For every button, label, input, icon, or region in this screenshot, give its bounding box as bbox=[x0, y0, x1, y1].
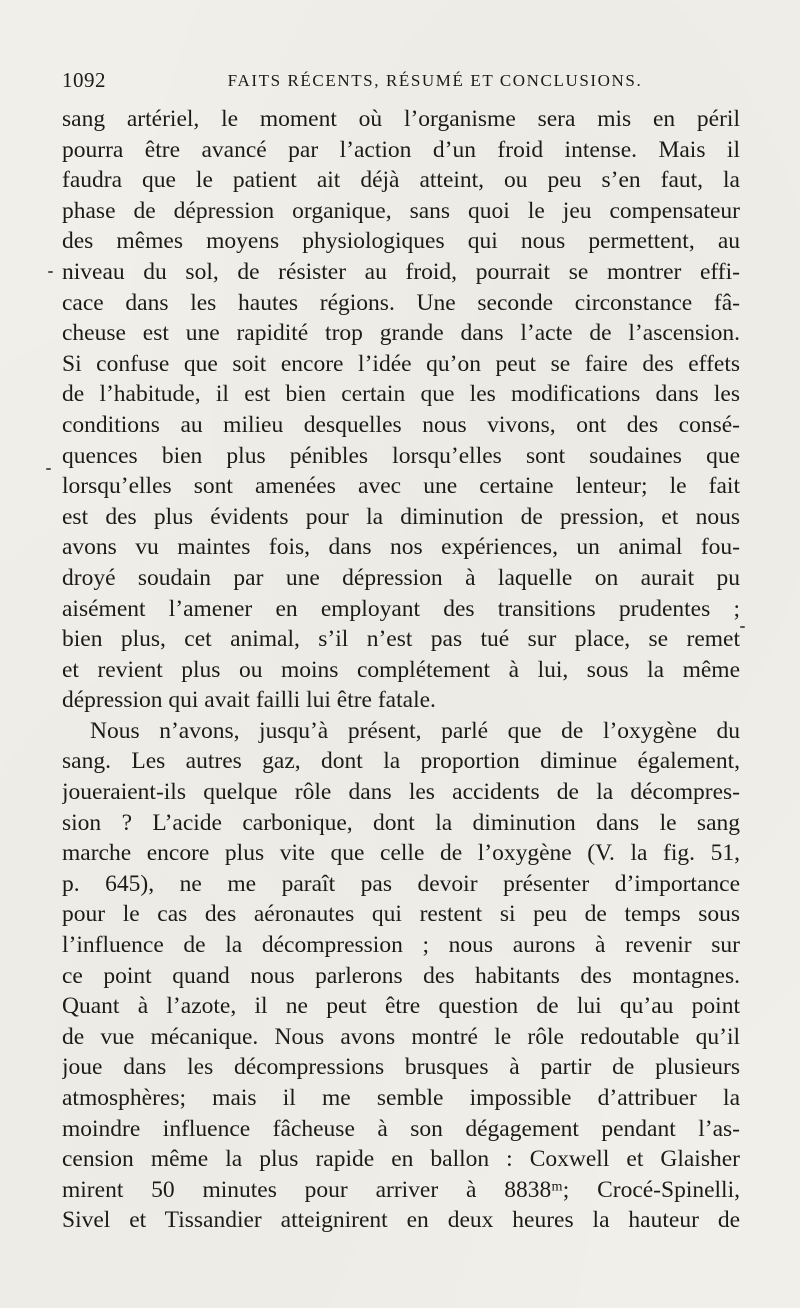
text-line: pour le cas des aéronautes qui restent si peu de temps sous bbox=[62, 901, 740, 928]
margin-mark bbox=[740, 626, 745, 628]
text-line: faudra que le patient ait déjà atteint, ou peu s’en faut, la bbox=[62, 167, 740, 194]
body-text bbox=[62, 104, 740, 1236]
paragraph bbox=[62, 716, 740, 1236]
text-line: aisément l’amener en employant des transitions prudentes ; bbox=[62, 595, 740, 622]
text-line: quences bien plus pénibles lorsqu’elles sont soudaines que bbox=[62, 442, 740, 469]
margin-mark bbox=[46, 468, 51, 470]
text-line: ce point quand nous parlerons des habitants des montagnes. bbox=[62, 962, 740, 989]
text-line: avons vu maintes fois, dans nos expériences, un animal fou- bbox=[62, 534, 740, 561]
text-line: p. 645), ne me paraît pas devoir présenter d’importance bbox=[62, 870, 740, 897]
text-line: niveau du sol, de résister au froid, pourrait se montrer effi- bbox=[62, 258, 740, 285]
text-line: marche encore plus vite que celle de l’oxygène (V. la fig. 51, bbox=[62, 840, 740, 867]
text-line: lorsqu’elles sont amenées avec une certaine lenteur; le fait bbox=[62, 473, 740, 500]
text-line: droyé soudain par une dépression à laquelle on aurait pu bbox=[62, 564, 740, 591]
text-line: cace dans les hautes régions. Une seconde circonstance fâ- bbox=[62, 289, 740, 316]
text-line: joue dans les décompressions brusques à partir de plusieurs bbox=[62, 1054, 740, 1081]
text-line: Sivel et Tissandier atteignirent en deux heures la hauteur de bbox=[62, 1207, 740, 1234]
margin-mark bbox=[48, 271, 53, 273]
text-line: de vue mécanique. Nous avons montré le rôle redoutable qu’il bbox=[62, 1023, 740, 1050]
paragraph bbox=[62, 104, 740, 716]
text-line: cheuse est une rapidité trop grande dans l’acte de l’ascension. bbox=[62, 320, 740, 347]
text-line: Si confuse que soit encore l’idée qu’on peut se faire des effets bbox=[62, 350, 740, 377]
text-line: mirent 50 minutes pour arriver à 8838ᵐ; Crocé-Spinelli, bbox=[62, 1176, 740, 1203]
text-line: dépression qui avait failli lui être fatale. bbox=[62, 687, 436, 714]
text-line: joueraient-ils quelque rôle dans les accidents de la décompres- bbox=[62, 779, 740, 806]
text-line: pourra être avancé par l’action d’un froid intense. Mais il bbox=[62, 136, 740, 163]
text-line: sang artériel, le moment où l’organisme sera mis en péril bbox=[62, 106, 740, 132]
text-line: bien plus, cet animal, s’il n’est pas tué sur place, se remet bbox=[62, 626, 740, 653]
text-line: sion ? L’acide carbonique, dont la diminution dans le sang bbox=[62, 809, 740, 836]
running-title: FAITS RÉCENTS, RÉSUMÉ ET CONCLUSIONS. bbox=[227, 71, 643, 90]
text-line: et revient plus ou moins complétement à lui, sous la même bbox=[62, 656, 740, 683]
page-number: 1092 bbox=[62, 68, 106, 92]
page-header bbox=[62, 68, 738, 100]
text-line: phase de dépression organique, sans quoi le jeu compensateur bbox=[62, 197, 740, 224]
text-line: sang. Les autres gaz, dont la proportion diminue également, bbox=[62, 748, 740, 775]
text-line: Quant à l’azote, il ne peut être question de lui qu’au point bbox=[62, 993, 740, 1020]
text-line: atmosphères; mais il me semble impossible d’attribuer la bbox=[62, 1085, 740, 1111]
text-line: des mêmes moyens physiologiques qui nous permettent, au bbox=[62, 228, 740, 255]
text-line: est des plus évidents pour la diminution de pression, et nous bbox=[62, 503, 740, 530]
text-line: conditions au milieu desquelles nous vivons, ont des consé- bbox=[62, 411, 740, 438]
text-line: moindre influence fâcheuse à son dégagement pendant l’as- bbox=[62, 1115, 740, 1142]
text-line: cension même la plus rapide en ballon : Coxwell et Glaisher bbox=[62, 1146, 740, 1173]
text-line: l’influence de la décompression ; nous aurons à revenir sur bbox=[62, 932, 740, 959]
text-line: Nous n’avons, jusqu’à présent, parlé que de l’oxygène du bbox=[90, 717, 740, 744]
text-line: de l’habitude, il est bien certain que les modifications dans les bbox=[62, 381, 740, 408]
